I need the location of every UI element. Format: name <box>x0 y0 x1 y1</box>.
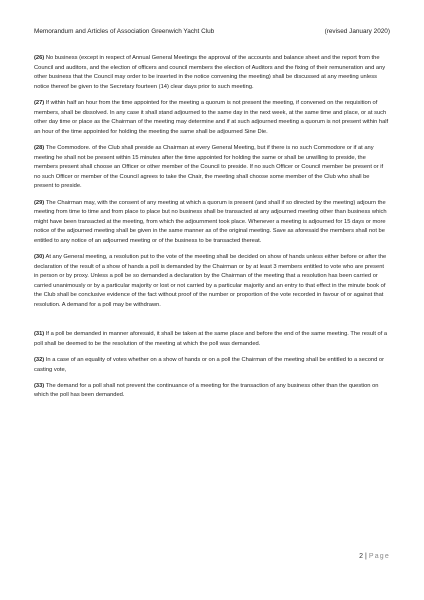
article-30 <box>34 253 390 311</box>
article-number: (31) <box>34 331 45 338</box>
article-text: No business (except in respect of Annual General Meetings the approval of the accounts and balance sheet and the report from the Council and auditors, and the election of officers and council members the election of Auditors and the fixing of their remuneration and any other business that the Council may order to be inserted in the notice convening the meeting) shall be discussed at any meeting unless notice thereof be given to the Secretary fourteen (14) clear days prior to such meeting. <box>34 55 386 90</box>
header-revision: (revised January 2020) <box>324 28 390 35</box>
article-31 <box>34 330 390 349</box>
article-26 <box>34 54 390 92</box>
article-text: The Commodore. of the Club shall preside as Chairman at every General Meeting, but if there is no such Commodore or if at any meeting he shall not be present within 15 minutes after the time appointed for holding the same or shall be unwilling to preside, the members present shall choose an Officer or other member of the Council to preside. If no such Officer or Council member be present or if no such Officer or member of the Council agrees to take the Chair, the meeting shall choose some member of the Club who shall be present to preside. <box>34 144 384 190</box>
article-number: (33) <box>34 382 45 389</box>
article-32 <box>34 356 390 375</box>
article-number: (27) <box>34 99 45 106</box>
article-number: (32) <box>34 357 45 363</box>
header-title: Memorandum and Articles of Association Greenwich Yacht Club <box>34 28 215 35</box>
article-text: If a poll be demanded in manner aforesaid, it shall be taken at the same place and before the end of the same meeting. The result of a poll shall be deemed to be the resolution of the meeting at which the poll was demanded. <box>34 331 388 347</box>
article-text: The Chairman may, with the consent of any meeting at which a quorum is present (and shall if so directed by the meeting) adjourn the meeting from time to time and from place to place but no business shall be transacted at any adjourned meeting other than business which might have been transacted at the meeting, from which the adjournment took place. Whenever a meeting is adjourned for 15 days or more notice of the adjourned meeting shall be given in the same manner as of the original meeting. Save as aforesaid the members shall not be entitled to any notice of an adjourned meeting or of the business to be transacted thereat. <box>34 199 387 244</box>
article-text: At any General meeting, a resolution put to the vote of the meeting shall be decided on show of hands unless either before or after the declaration of the result of a show of hands a poll is demanded by the Chairman or by at least 3 members entitled to vote who are present in person or by proxy. Unless a poll be so demanded a declaration by the Chairman of the meeting that a resolution has been carried or carried unanimously or by a particular majority or lost or not carried by a particular majority and an entry to that effect in the minute book of the Club shall be conclusive evidence of the fact without proof of the number or proportion of the vote recorded in favour of or against that resolution. A demand for a poll may be withdrawn. <box>34 254 387 309</box>
page-header <box>34 28 390 35</box>
blank-spacer <box>34 317 390 330</box>
article-number: (28) <box>34 144 45 151</box>
page-label: Page <box>368 553 390 560</box>
article-28 <box>34 144 390 192</box>
article-27 <box>34 99 390 137</box>
article-29 <box>34 199 390 247</box>
footer-separator: | <box>365 553 367 560</box>
article-33 <box>34 382 390 401</box>
article-number: (29) <box>34 199 45 206</box>
article-text: If within half an hour from the time appointed for the meeting a quorum is not present the meeting, if convened on the requisition of members, shall be dissolved. In any case it shall stand adjourned to the same day in the next week, at the same time and place, or at such other day time or place as the Chairman of the meeting may determine and if at such adjourned meeting a quorum is not present within half an hour of the time appointed for holding the meeting the same shall be adjourned Sine Die. <box>34 99 389 135</box>
article-number: (30) <box>34 254 45 261</box>
page-number: 2 <box>359 553 364 560</box>
document-body <box>34 54 390 408</box>
page-footer <box>359 553 390 560</box>
article-text: The demand for a poll shall not prevent the continuance of a meeting for the transaction of any business other than the question on which the poll has been demanded. <box>34 382 379 399</box>
article-text: In a case of an equality of votes whether on a show of hands or on a poll the Chairman of the meeting shall be entitled to a second or casting vote, <box>34 357 385 373</box>
article-number: (26) <box>34 55 45 61</box>
